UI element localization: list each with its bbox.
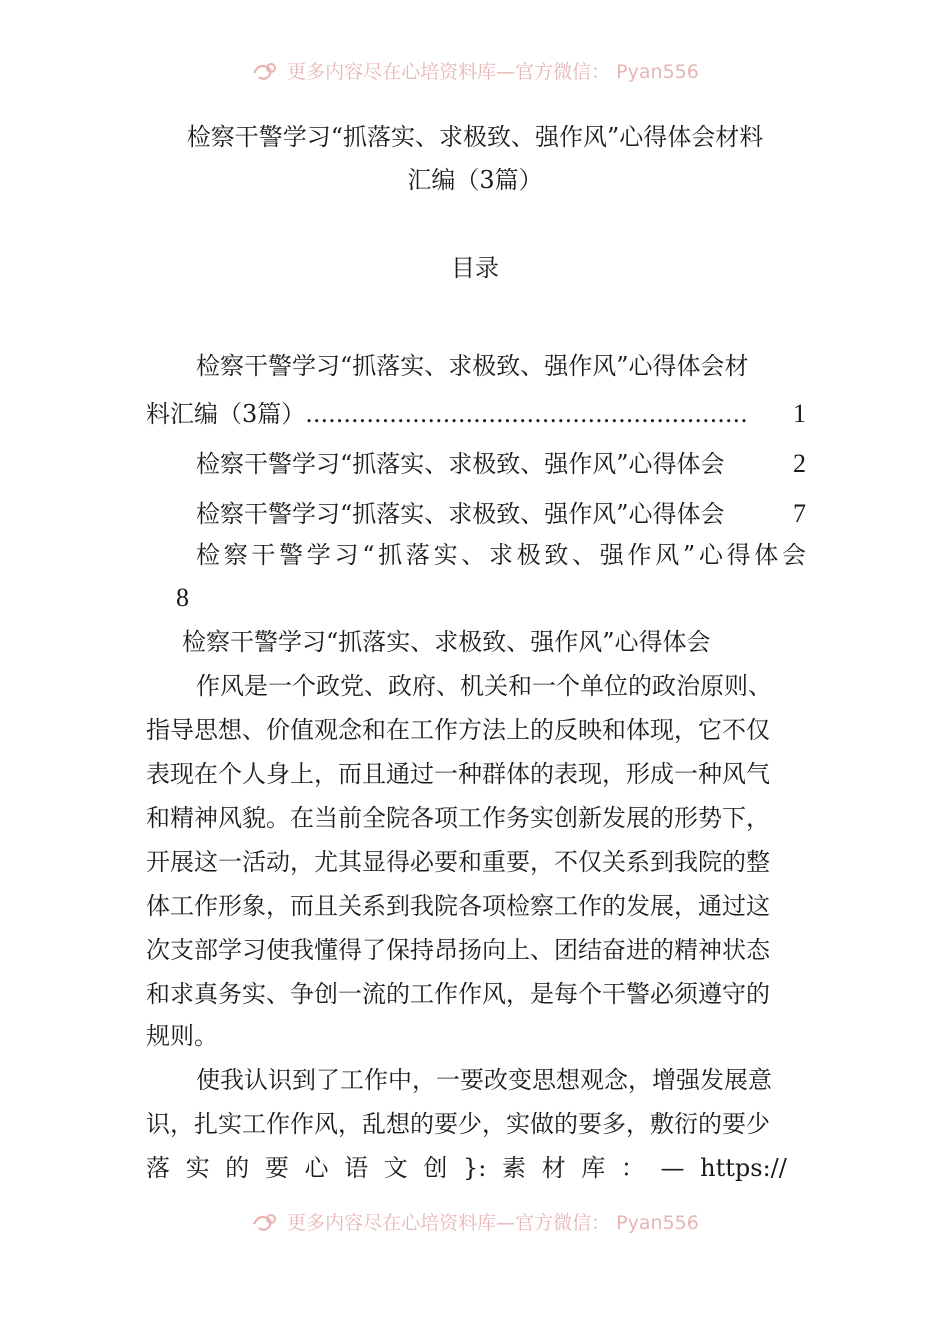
toc-entry-2[interactable] [196, 444, 806, 484]
toc-entry-3[interactable] [196, 494, 806, 534]
paragraph-1-line: 开展这一活动，尤其显得必要和重要，不仅关系到我院的整 [146, 848, 770, 876]
paragraph-2-line: 使我认识到了工作中，一要改变思想观念，增强发展意 [196, 1066, 772, 1094]
paragraph-1-line: 指导思想、价值观念和在工作方法上的反映和体现，它不仅 [146, 716, 770, 744]
paragraph-1-line: 作风是一个政党、政府、机关和一个单位的政治原则、 [196, 672, 772, 700]
toc-entry-1-title: 料汇编（3篇） [146, 400, 306, 428]
toc-entry-3-title: 检察干警学习“抓落实、求极致、强作风”心得体会 [196, 500, 725, 528]
toc-entry-1-page: 1 [793, 399, 806, 428]
watermark-logo-icon [251, 59, 281, 81]
toc-entry-1-line2[interactable] [146, 394, 806, 434]
toc-entry-4-page[interactable]: 8 [176, 583, 189, 612]
toc-entry-4-title[interactable]: 检察干警学习“抓落实、求极致、强作风”心得体会 [196, 541, 806, 569]
paragraph-2-line: 落 实 的 要 心 语 文 创 }: 素 材 库 ： — https:// [146, 1154, 787, 1182]
toc-entry-2-title: 检察干警学习“抓落实、求极致、强作风”心得体会 [196, 450, 725, 478]
document-title-line1: 检察干警学习“抓落实、求极致、强作风”心得体会材料 [186, 123, 764, 151]
paragraph-1-line: 次支部学习使我懂得了保持昂扬向上、团结奋进的精神状态 [146, 936, 770, 964]
toc-entry-1-leader: .......................................................... [305, 400, 748, 428]
paragraph-1-line: 体工作形象，而且关系到我院各项检察工作的发展，通过这 [146, 892, 770, 920]
watermark-text: 更多内容尽在心培资料库—官方微信： Pyan556 [287, 1211, 699, 1234]
paragraph-1-line: 和精神风貌。在当前全院各项工作务实创新发展的形势下， [146, 804, 770, 832]
paragraph-1-line: 和求真务实、争创一流的工作作风，是每个干警必须遵守的 [146, 980, 770, 1008]
document-title-line2: 汇编（3篇） [407, 166, 543, 194]
watermark-logo-icon [251, 1210, 281, 1232]
paragraph-1-line: 规则。 [146, 1022, 218, 1050]
toc-entry-2-page: 2 [793, 449, 806, 478]
paragraph-1-line: 表现在个人身上，而且通过一种群体的表现，形成一种风气 [146, 760, 770, 788]
watermark-banner-top [0, 54, 950, 86]
watermark-banner-bottom [0, 1205, 950, 1237]
toc-heading: 目录 [451, 254, 499, 282]
paragraph-2-line: 识，扎实工作作风，乱想的要少，实做的要多，敷衍的要少 [146, 1110, 770, 1138]
toc-entry-1-line1[interactable]: 检察干警学习“抓落实、求极致、强作风”心得体会材 [196, 352, 749, 380]
article-heading: 检察干警学习“抓落实、求极致、强作风”心得体会 [182, 628, 711, 656]
watermark-text: 更多内容尽在心培资料库—官方微信： Pyan556 [287, 60, 699, 83]
toc-entry-3-page: 7 [793, 499, 806, 528]
